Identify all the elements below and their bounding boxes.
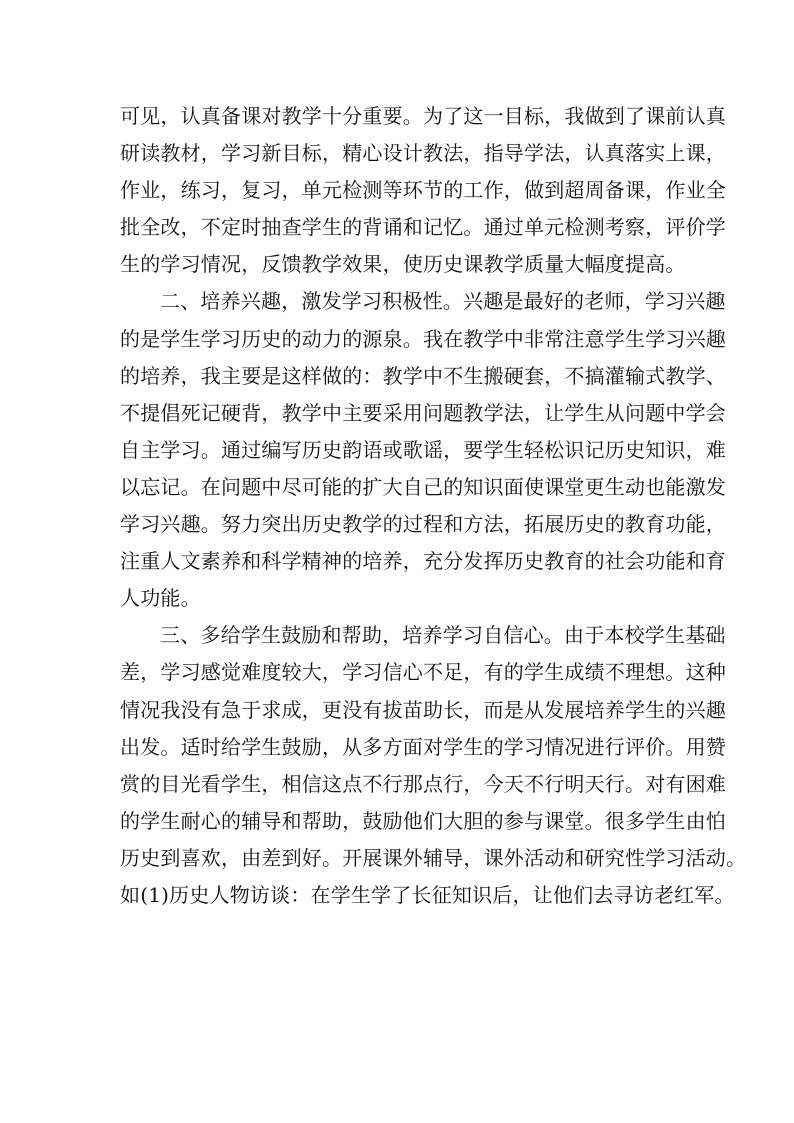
text-line: 差，学习感觉难度较大，学习信心不足，有的学生成绩不理想。这种 <box>120 660 726 685</box>
text-line: 如(1)历史人物访谈：在学生学了长征知识后，让他们去寻访老红军。 <box>120 882 735 907</box>
text-line: 人功能。 <box>120 586 201 611</box>
text-line: 出发。适时给学生鼓励，从多方面对学生的学习情况进行评价。用赞 <box>120 734 726 759</box>
text-line: 不提倡死记硬背，教学中主要采用问题教学法，让学生从问题中学会 <box>120 400 726 425</box>
text-line: 注重人文素养和科学精神的培养，充分发挥历史教育的社会功能和育 <box>120 549 726 574</box>
text-line: 批全改，不定时抽查学生的背诵和记忆。通过单元检测考察，评价学 <box>120 215 726 240</box>
text-line: 历史到喜欢，由差到好。开展课外辅导，课外活动和研究性学习活动。 <box>120 845 747 870</box>
text-line: 情况我没有急于求成，更没有拔苗助长，而是从发展培养学生的兴趣 <box>120 697 726 722</box>
text-line: 的学生耐心的辅导和帮助，鼓励他们大胆的参与课堂。很多学生由怕 <box>120 808 726 833</box>
text-line: 的是学生学习历史的动力的源泉。我在教学中非常注意学生学习兴趣 <box>120 326 726 351</box>
paragraph <box>120 98 726 283</box>
text-line: 三、多给学生鼓励和帮助，培养学习自信心。由于本校学生基础 <box>160 623 726 648</box>
text-line: 的培养，我主要是这样做的：教学中不生搬硬套，不搞灌输式教学、 <box>120 363 726 388</box>
body-text <box>120 98 747 914</box>
text-line: 自主学习。通过编写历史韵语或歌谣，要学生轻松识记历史知识，难 <box>120 437 726 462</box>
paragraph <box>120 617 747 914</box>
text-line: 研读教材，学习新目标，精心设计教法，指导学法，认真落实上课， <box>120 141 726 166</box>
text-line: 学习兴趣。努力突出历史教学的过程和方法，拓展历史的教育功能， <box>120 512 726 537</box>
text-line: 生的学习情况，反馈教学效果，使历史课教学质量大幅度提高。 <box>120 252 686 277</box>
text-line: 赏的目光看学生，相信这点不行那点行，今天不行明天行。对有困难 <box>120 771 726 796</box>
text-line: 可见，认真备课对教学十分重要。为了这一目标，我做到了课前认真 <box>120 104 726 128</box>
paragraph <box>120 283 726 617</box>
text-line: 以忘记。在问题中尽可能的扩大自己的知识面使课堂更生动也能激发 <box>120 474 726 499</box>
text-line: 作业，练习，复习，单元检测等环节的工作，做到超周备课，作业全 <box>120 178 726 203</box>
text-line: 二、培养兴趣，激发学习积极性。兴趣是最好的老师，学习兴趣 <box>160 289 726 314</box>
